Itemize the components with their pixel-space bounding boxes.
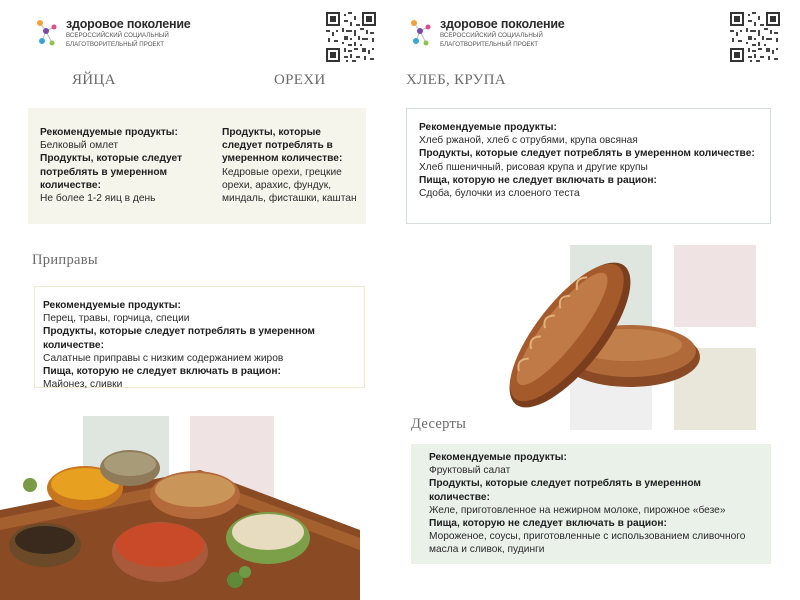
- bread-box: [406, 108, 771, 224]
- right-page: [400, 0, 800, 600]
- nuts-column: [222, 126, 362, 205]
- spices-box: [34, 286, 365, 391]
- spices-moderate-label: Продукты, которые следует потреблять в умеренном количестве:: [43, 326, 315, 351]
- bread-avoid-label: Пища, которую не следует включать в рацион:: [419, 174, 657, 186]
- spices-recommended-label: Рекомендуемые продукты:: [43, 300, 181, 311]
- spices-image: [0, 440, 360, 600]
- qr-code-icon: [326, 12, 376, 62]
- nuts-moderate: Кедровые орехи, грецкие орехи, арахис, фундук, миндаль, фисташки, каштан: [222, 166, 357, 205]
- brand-title: здоровое поколение: [66, 17, 191, 31]
- eggs-recommended: Белковый омлет: [40, 140, 119, 152]
- desserts-title: Десерты: [411, 416, 467, 432]
- desserts-avoid: Мороженое, соусы, приготовленные с использованием сливочного масла и сливок, пудинги: [429, 531, 746, 556]
- desserts-box: [411, 444, 771, 564]
- brand-subtitle-1: ВСЕРОССИЙСКИЙ СОЦИАЛЬНЫЙ: [66, 32, 169, 39]
- desserts-recommended: Фруктовый салат: [429, 465, 511, 477]
- bread-moderate: Хлеб пшеничный, рисовая крупа и другие крупы: [419, 161, 648, 173]
- bread-image: [480, 255, 700, 415]
- eggs-nuts-box: [28, 108, 366, 224]
- spices-avoid: Майонез, сливки: [43, 379, 123, 391]
- bread-avoid: Сдоба, булочки из слоеного теста: [419, 188, 580, 200]
- bread-title: ХЛЕБ, КРУПА: [406, 72, 506, 88]
- brand-logo: [36, 17, 191, 49]
- eggs-title: ЯЙЦА: [72, 72, 116, 88]
- brand-title: здоровое поколение: [440, 17, 565, 31]
- bread-recommended-label: Рекомендуемые продукты:: [419, 122, 557, 133]
- eggs-recommended-label: Рекомендуемые продукты:: [40, 127, 178, 138]
- eggs-moderate: Не более 1-2 яиц в день: [40, 193, 156, 205]
- brand-logo: [410, 17, 565, 49]
- spices-moderate: Салатные приправы с низким содержанием жиров: [43, 352, 284, 364]
- brand-subtitle-2: БЛАГОТВОРИТЕЛЬНЫЙ ПРОЕКТ: [66, 41, 165, 48]
- brand-subtitle-2: БЛАГОТВОРИТЕЛЬНЫЙ ПРОЕКТ: [440, 41, 539, 48]
- logo-icon: [36, 17, 60, 49]
- desserts-moderate-label: Продукты, которые следует потреблять в умеренном количестве:: [429, 478, 701, 503]
- bread-recommended: Хлеб ржаной, хлеб с отрубями, крупа овсяная: [419, 135, 638, 147]
- desserts-avoid-label: Пища, которую не следует включать в рацион:: [429, 518, 667, 530]
- spices-title: Приправы: [32, 252, 98, 268]
- bread-moderate-label: Продукты, которые следует потреблять в умеренном количестве:: [419, 148, 755, 160]
- spices-recommended: Перец, травы, горчица, специи: [43, 313, 190, 325]
- desserts-recommended-label: Рекомендуемые продукты:: [429, 452, 567, 463]
- brand-subtitle-1: ВСЕРОССИЙСКИЙ СОЦИАЛЬНЫЙ: [440, 32, 543, 39]
- nuts-moderate-label: Продукты, которые следует потреблять в умеренном количестве:: [222, 127, 343, 165]
- spices-avoid-label: Пища, которую не следует включать в рацион:: [43, 366, 281, 378]
- eggs-moderate-label: Продукты, которые следует потреблять в умеренном количестве:: [40, 153, 183, 191]
- eggs-column: [40, 126, 190, 205]
- qr-code-icon: [730, 12, 780, 62]
- logo-icon: [410, 17, 434, 49]
- nuts-title: ОРЕХИ: [274, 72, 326, 88]
- desserts-moderate: Желе, приготовленное на нежирном молоке, пирожное «безе»: [429, 504, 726, 516]
